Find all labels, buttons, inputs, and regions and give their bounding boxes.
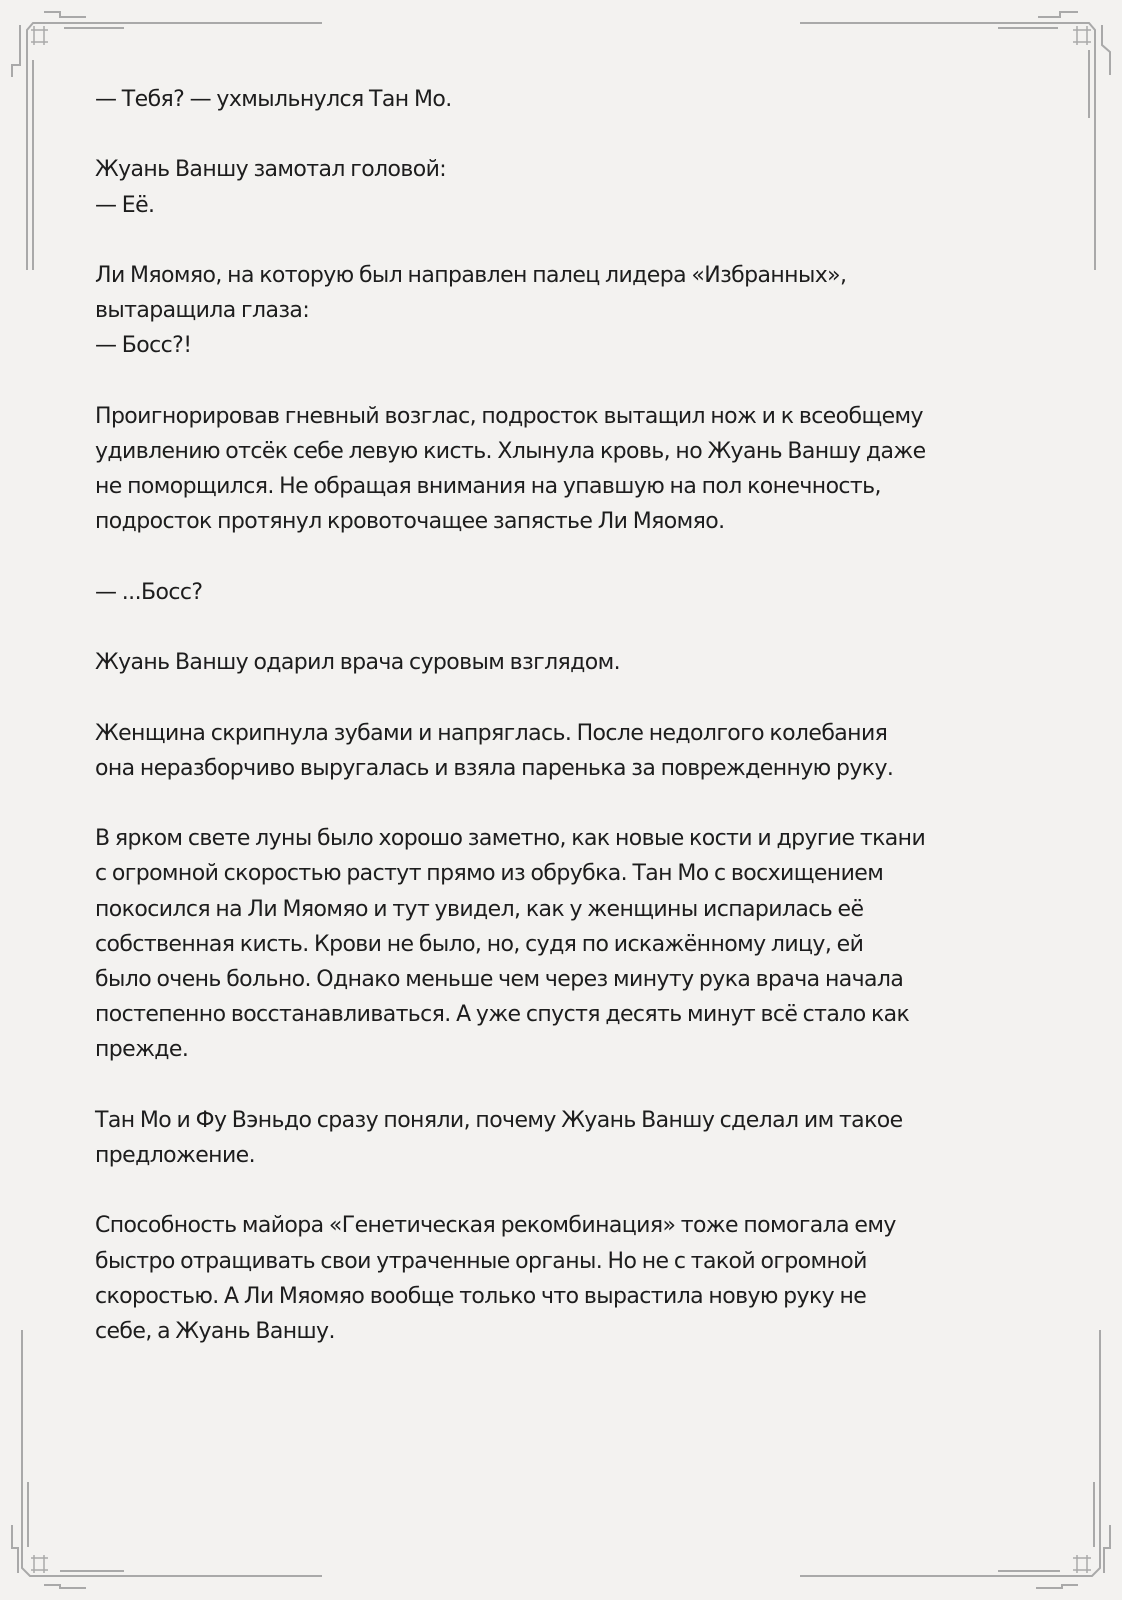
text-line: Тан Мо и Фу Вэньдо сразу поняли, почему Жуань Ваншу сделал им такое (95, 1107, 903, 1133)
text-line: Способность майора «Генетическая рекомбинация» тоже помогала ему (95, 1213, 896, 1239)
paragraph (95, 716, 1035, 786)
text-line: предложение. (95, 1142, 255, 1168)
paragraph (95, 575, 1035, 610)
text-line: Проигнорировав гневный возглас, подросток вытащил нож и к всеобщему (95, 403, 923, 429)
paragraph (95, 258, 1035, 364)
text-line: прежде. (95, 1037, 189, 1063)
paragraph (95, 152, 1035, 222)
paragraph (95, 1208, 1035, 1349)
text-line: — Тебя? — ухмыльнулся Тан Мо. (95, 87, 452, 112)
text-line: быстро отращивать свои утраченные органы. Но не с такой огромной (95, 1248, 867, 1274)
paragraph (95, 1103, 1035, 1173)
paragraph (95, 821, 1035, 1067)
text-line: не поморщился. Не обращая внимания на упавшую на пол конечность, (95, 474, 881, 500)
text-line: постепенно восстанавливаться. А уже спустя десять минут всё стало как (95, 1002, 910, 1028)
text-line: подросток протянул кровоточащее запястье Ли Мяомяо. (95, 509, 725, 535)
text-line: — Её. (95, 192, 155, 218)
text-line: она неразборчиво выругалась и взяла паренька за поврежденную руку. (95, 755, 894, 781)
text-line: — ...Босс? (95, 579, 203, 605)
text-line: собственная кисть. Крови не было, но, судя по искажённому лицу, ей (95, 931, 864, 957)
text-line: — Босс?! (95, 333, 192, 359)
text-line: с огромной скоростью растут прямо из обрубка. Тан Мо с восхищением (95, 861, 884, 887)
text-line: удивлению отсёк себе левую кисть. Хлынула кровь, но Жуань Ваншу даже (95, 438, 926, 464)
text-line: покосился на Ли Мяомяо и тут увидел, как у женщины испарилась её (95, 896, 864, 922)
text-line: было очень больно. Однако меньше чем через минуту рука врача начала (95, 966, 904, 992)
text-line: Жуань Ваншу одарил врача суровым взглядом. (95, 650, 621, 676)
text-line: В ярком свете луны было хорошо заметно, как новые кости и другие ткани (95, 826, 926, 852)
text-line: вытаращила глаза: (95, 298, 310, 324)
paragraph (95, 399, 1035, 540)
text-line: себе, а Жуань Ваншу. (95, 1318, 335, 1344)
text-line: Ли Мяомяо, на которую был направлен палец лидера «Избранных», (95, 262, 847, 288)
text-line: Жуань Ваншу замотал головой: (95, 157, 447, 183)
paragraph (95, 645, 1035, 680)
text-line: Женщина скрипнула зубами и напряглась. После недолгого колебания (95, 720, 888, 746)
paragraph (95, 82, 1035, 117)
document-body (95, 82, 1035, 1384)
text-line: скоростью. А Ли Мяомяо вообще только что вырастила новую руку не (95, 1283, 867, 1309)
